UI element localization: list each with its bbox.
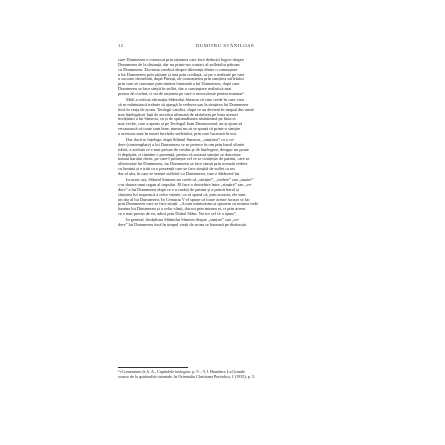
text-line: a acestora sunt în temei lucrările sufletului, prin care lucrează în noi.: [118, 131, 237, 136]
text-line: dere” lui Dumnezeu încă în timpul vieții de acum se bazează pe distincția: [118, 223, 246, 228]
text-line: ca lumină și e trăit ca o prezență care se face simțită de suflet ca un: [118, 167, 235, 172]
text-line: dere (contemplare) a lui Dumnezeu ce se petrece în om prin harul sfintei: [118, 142, 245, 147]
text-line: Dumnezeu de la distanță, dar nu printr-un contact al sufletului pătruns: [118, 62, 240, 67]
text-line: presus de cuvânt, ci nu de rațiunea pe care o nesocotește pentru minune¹.: [118, 91, 245, 96]
text-line: afierosește lui Dumnezeu, iar Dumnezeu se face simțit prin această vedere: [118, 162, 248, 167]
footnote-line: ¹) Comentariu la A. A., Capitolele teologice, p. 9 – ²) J. Hausherr, La Grande: [118, 370, 245, 374]
text-line: ce e mai presus de ea, adică prin Duhul Sfânt. Nu tot cel ce a ajuns”.: [118, 212, 238, 217]
text-line: învățături a lui Simeon, ca și de spiritualitatea răsăriteană pe linia ei: [118, 117, 236, 122]
footnotes: [118, 370, 327, 380]
text-line: lumina lui Dumnezeu și a celor sfinți, dar nu prin mintea ei, ci prin aceea: [118, 207, 245, 212]
paragraph: [118, 178, 327, 217]
text-line: numai harului divin, pe care-l primește cel ce se curățește de patimi, care se: [118, 157, 250, 162]
text-line: să se mântuiască trebuie să ajungă la vederea sau la simțirea lui Dumnezeu: [118, 102, 249, 107]
text-line: o socoate deosebită, după Părinți, de cunoașterea prin simțirea sufletului: [118, 77, 244, 82]
text-line: Dumnezeu se face simțit în suflet, dar o cunoaștere realistică mai: [118, 87, 232, 92]
running-header: [118, 43, 327, 53]
text-line: mai veche, care a aprins și pe Teologul Ioan Damascenul, au și ajuns să: [118, 122, 243, 127]
text-line: Mult a criticat afirmația Sfântului Simeon că cine crede în care vrea: [126, 98, 244, 103]
text-line: a lui Dumnezeu prin rațiune și una prin credință, ca pe o realitate pe care: [118, 72, 245, 77]
text-line: fi depășită, ci rămâne o prezență, pentru că această simțire se datorește: [118, 152, 241, 157]
text-line: prin care se cunoaște prin mintea luminată a lui Dumnezeu, după care: [118, 82, 240, 87]
paragraph: [118, 218, 327, 228]
text-line: Dar dacă se înțelege, după Sfântul Simeon, „simțirea” ca o ve-: [126, 138, 235, 143]
text-line: În general, învățătura Sfântului Simeon despre „simțire” sau „ve-: [126, 218, 240, 223]
text-line: recunoască că toate sunt bine, numai nu să se spună că printr-o simțire: [118, 127, 241, 132]
footnote-line: source de la spiritualité orientale, în Orientalia Christiana Periodica, 1 (1935), p. 5.: [118, 374, 256, 379]
page-number: 12: [118, 43, 124, 48]
text-line: iubiri, a aceluia ce e mai presus de cuvânt și de înțelegere, desigur nu poate: [118, 147, 249, 152]
body-text: [118, 58, 327, 229]
text-line: dar al său, în care se unește sufletul cu Dumnezeu, care e dătătorul lui.: [118, 172, 241, 176]
text-line: În acest caz, Sfântul Simeon nu crede că „simțire”, „vedere” sau „auzire”: [126, 178, 254, 183]
text-line: cu Dumnezeu. Doctrina catolică despre diferența dintre o cunoaștere: [118, 67, 238, 72]
footnote-separator: [118, 367, 188, 368]
paragraph: [118, 98, 327, 137]
text-line: un dar al lui Dumnezeu. În Centuria V el spune că toate aceste lucruri se fac: [118, 197, 251, 202]
paragraph: [118, 138, 327, 177]
paragraph: [118, 58, 327, 97]
text-line: mai înțelegători față de ascetica afirmată de răsăriteni pe linia acestei: [118, 112, 238, 117]
running-title: DUMITRU STĂNILOAE: [196, 43, 255, 48]
text-line: dere” a lui Dumnezeu după ce s-a curățit de patimi și a primit harul și: [118, 187, 239, 192]
text-line: s-ar datora unui organ al trupului. El face o deosebire între „simțire” sau „ve-: [118, 182, 253, 187]
text-line: care Dumnezeu e cunoscut prin rațiunea care face deducții logice despre: [118, 58, 244, 62]
text-line: încă în viața de acum. Teologii catolici, după ce au devenit în timpul din urmă: [118, 107, 254, 112]
text-line: prin Dumnezeu care se face simțit. „Acum mărturisim și spunem că mintea vede: [118, 202, 259, 207]
text-line: simțirea lui trupească a celor văzute, ca să spună că, prin aceasta, ele sunt: [118, 192, 246, 197]
